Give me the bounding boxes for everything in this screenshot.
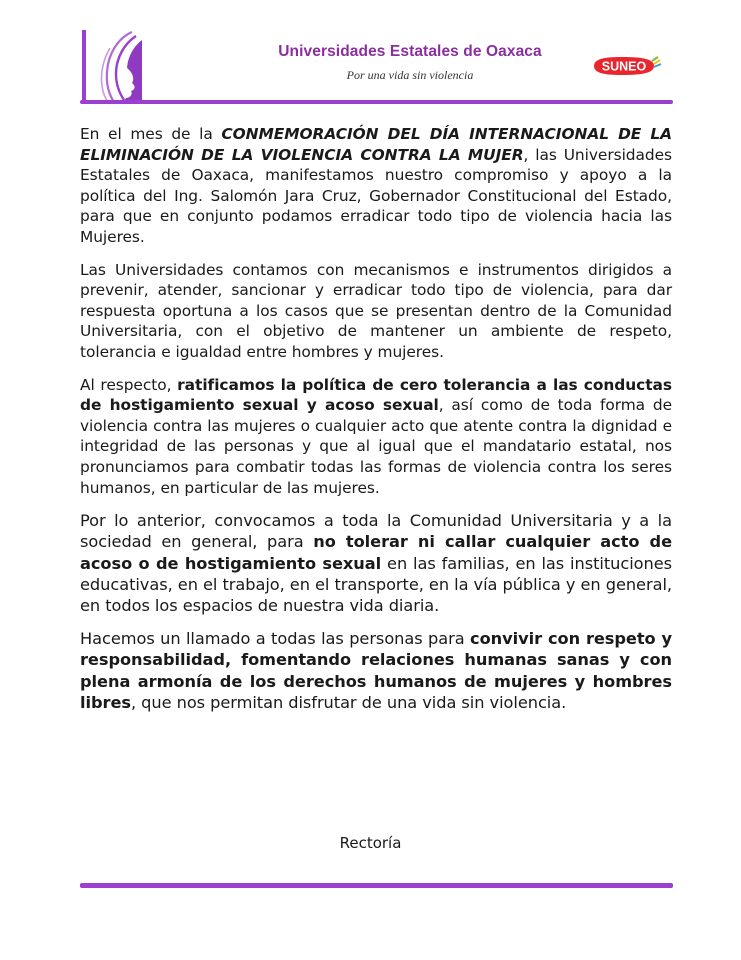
letterhead — [80, 28, 673, 108]
p5-text-2: , que nos permitan disfrutar de una vida sin violencia. — [130, 692, 567, 712]
header-divider — [80, 100, 673, 104]
paragraph-4 — [80, 510, 672, 616]
p4-text-1: Por lo anterior, convocamos a toda la Comunidad Universitaria y a la sociedad en general, para — [80, 511, 672, 552]
p4-text-2: en las familias, en las instituciones educativas, en el trabajo, en el transporte, en la vía pública y en general, en todos los espacios de nuestra vida diaria. — [80, 553, 672, 615]
suneo-logo — [592, 55, 662, 77]
paragraph-1 — [80, 124, 672, 248]
p3-text-1: Al respecto, — [80, 375, 178, 394]
p3-bold-1: ratificamos la política de cero tolerancia a las conductas de hostigamiento sexual y acoso sexual — [80, 375, 672, 415]
signature: Rectoría — [339, 834, 402, 852]
paragraph-3 — [80, 375, 672, 499]
p1-bold-1: CONMEMORACIÓN DEL DÍA INTERNACIONAL DE LA ELIMINACIÓN DE LA VIOLENCIA CONTRA LA MUJER — [80, 125, 673, 164]
footer-divider — [80, 883, 673, 888]
institution-slogan: Por una vida sin violencia — [346, 68, 474, 82]
woman-profile-logo-icon — [80, 28, 152, 106]
p2-text-1: Las Universidades contamos con mecanismos e instrumentos dirigidos a prevenir, atender, sancionar y erradicar todo tipo de violencia, para dar respuesta oportuna a los casos que se presentan dentro de la Comunidad Universitaria, con el objetivo de mantener un ambiente de respeto, tolerancia e igualdad entre hombres y mujeres. — [80, 260, 672, 361]
p1-text-2: , las Universidades Estatales de Oaxaca, manifestamos nuestro compromiso y apoyo a la política del Ing. Salomón Jara Cruz, Gobernador Constitucional del Estado, para que en conjunto podamos erradicar todo tipo de violencia hacia las Mujeres. — [80, 145, 672, 246]
p4-bold-1: no tolerar ni callar cualquier acto de acoso o de hostigamiento sexual — [80, 532, 673, 573]
p5-bold-1: convivir con respeto y responsabilidad, fomentando relaciones humanas sanas y con plena armonía de los derechos humanos de mujeres y hombres libres — [80, 629, 673, 712]
paragraph-2 — [80, 260, 672, 363]
p3-text-2: , así como de toda forma de violencia contra las mujeres o cualquier acto que atente contra la dignidad e integridad de las personas y que al igual que el mandatario estatal, nos pronunciamos para combatir todas las formas de violencia contra los seres humanos, en particular de las mujeres. — [80, 396, 672, 497]
suneo-logo-text: SUNEO — [601, 59, 647, 74]
p1-text-1: En el mes de la — [80, 125, 222, 143]
letter-body — [80, 124, 672, 725]
paragraph-5 — [80, 628, 672, 713]
institution-title: Universidades Estatales de Oaxaca — [278, 43, 542, 60]
p5-text-1: Hacemos un llamado a todas las personas para — [80, 629, 471, 649]
